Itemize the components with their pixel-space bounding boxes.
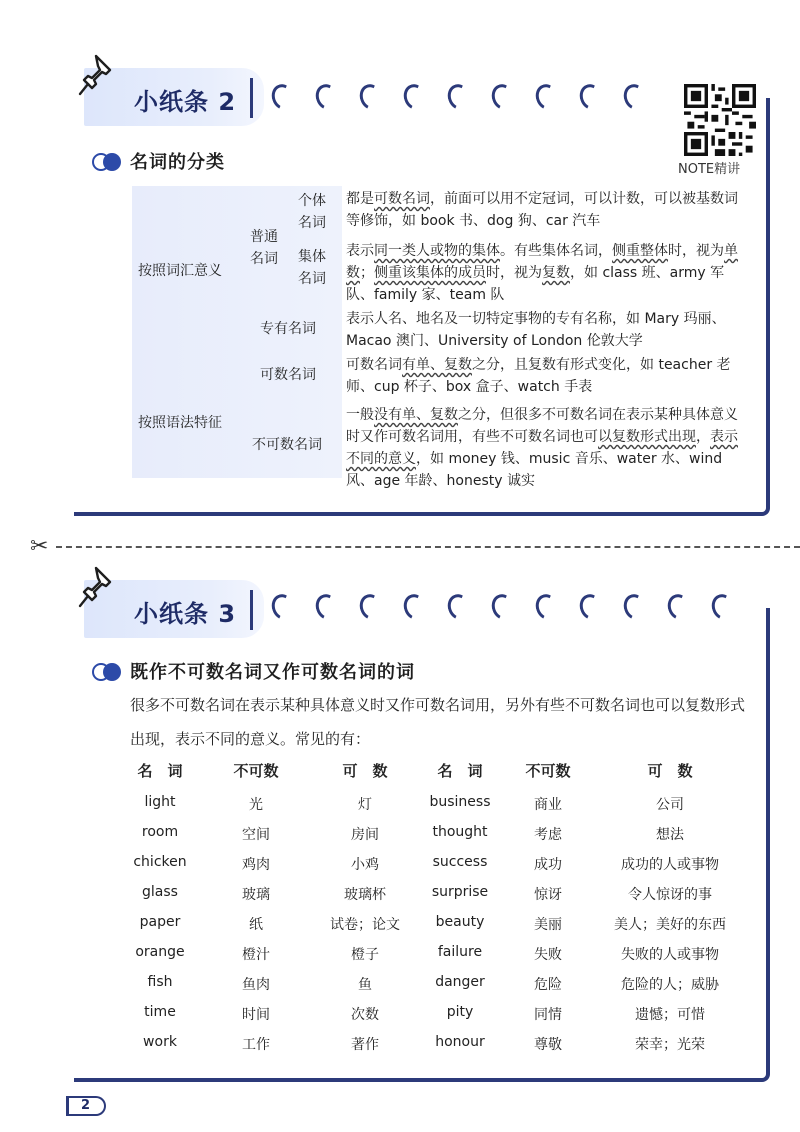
table-cell: 著作	[351, 1037, 379, 1053]
qr-caption: NOTE精讲	[678, 162, 741, 177]
table-cell: 纸	[249, 917, 263, 933]
desc-proper: 表示人名、地名及一切特定事物的专有名称，如 Mary 玛丽、Macao 澳门、University of London 伦敦大学	[346, 311, 726, 349]
pushpin-icon	[76, 50, 126, 100]
note-title-2: 小纸条 2	[134, 88, 237, 116]
ring-icon	[444, 81, 474, 113]
table-cell: failure	[437, 944, 483, 960]
desc-uncountable: 一般没有单、复数之分，但很多不可数名词在表示某种具体意义时又作可数名词用，有些不可数名词也可以复数形式出现，表示不同的意义，如 money 钱、music 音乐、water 水、wind 风、age 年龄、honesty 诚实	[346, 407, 738, 489]
table-cell: 试卷；论文	[330, 917, 400, 933]
table-cell: 尊敬	[534, 1037, 562, 1053]
ring-icon	[356, 591, 386, 623]
category-grammatical: 按照语法特征	[138, 415, 222, 431]
ring-icon	[488, 591, 518, 623]
table-cell: 橙汁	[242, 947, 270, 963]
table-cell: 遗憾；可惜	[635, 1007, 705, 1023]
table-cell: 失败	[534, 947, 562, 963]
table-cell: fish	[147, 974, 173, 990]
table-cell: thought	[432, 824, 488, 840]
table-cell: 光	[249, 797, 263, 813]
intro-paragraph: 很多不可数名词在表示某种具体意义时又作可数名词用，另外有些不可数名词也可以复数形式出现，表示不同的意义。常见的有：	[130, 696, 746, 748]
tab-divider	[250, 590, 253, 630]
table-header: 不可数	[233, 762, 279, 780]
table-header: 名 词	[137, 762, 183, 780]
binder-rings	[272, 594, 772, 624]
ring-icon	[268, 81, 298, 113]
table-cell: room	[141, 824, 179, 840]
table-cell: surprise	[431, 884, 489, 900]
category-individual: 个体 名词	[298, 193, 326, 231]
ring-icon	[400, 591, 430, 623]
table-header: 可 数	[342, 762, 388, 780]
ring-icon	[444, 591, 474, 623]
table-cell: 荣幸；光荣	[635, 1037, 705, 1053]
desc-countable: 可数名词有单、复数之分，且复数有形式变化，如 teacher 老师、cup 杯子、box 盒子、watch 手表	[346, 357, 731, 395]
category-collective: 集体 名词	[298, 249, 326, 287]
category-uncountable: 不可数名词	[252, 437, 322, 453]
qr-code-icon[interactable]	[684, 84, 756, 156]
table-cell: 小鸡	[351, 857, 379, 873]
table-cell: pity	[446, 1004, 474, 1020]
ring-icon	[532, 81, 562, 113]
table-cell: 玻璃杯	[344, 887, 386, 903]
table-cell: 令人惊讶的事	[628, 887, 712, 903]
note-title-3: 小纸条 3	[134, 600, 237, 628]
ring-icon	[620, 81, 650, 113]
table-cell: 危险的人；威胁	[621, 977, 719, 993]
tab-divider	[250, 78, 253, 118]
table-cell: 商业	[534, 797, 562, 813]
ring-icon	[488, 81, 518, 113]
table-cell: 次数	[351, 1007, 379, 1023]
category-proper: 专有名词	[260, 321, 316, 337]
table-cell: business	[429, 794, 491, 810]
section-heading-dual-nouns: 既作不可数名词又作可数名词的词	[92, 658, 415, 684]
table-cell: 美人；美好的东西	[614, 917, 726, 933]
category-countable: 可数名词	[260, 367, 316, 383]
table-cell: time	[144, 1004, 176, 1020]
table-cell: 鱼肉	[242, 977, 270, 993]
table-cell: honour	[435, 1034, 485, 1050]
desc-collective: 表示同一类人或物的集体。有些集体名词，侧重整体时，视为单数；侧重该集体的成员时，视为复数，如 class 班、army 军队、family 家、team 队	[346, 243, 738, 303]
table-cell: 时间	[242, 1007, 270, 1023]
scissors-icon: ✂	[30, 534, 49, 559]
table-cell: 鸡肉	[242, 857, 270, 873]
ring-icon	[356, 81, 386, 113]
bullet-dots-icon	[92, 153, 124, 171]
table-cell: 公司	[656, 797, 684, 813]
table-cell: 工作	[242, 1037, 270, 1053]
table-cell: danger	[435, 974, 485, 990]
table-cell: chicken	[133, 854, 187, 870]
table-cell: 灯	[358, 797, 372, 813]
ring-icon	[400, 81, 430, 113]
pushpin-icon	[76, 562, 126, 612]
ring-icon	[532, 591, 562, 623]
table-cell: 橙子	[351, 947, 379, 963]
table-cell: light	[144, 794, 176, 810]
table-header: 不可数	[525, 762, 571, 780]
ring-icon	[312, 81, 342, 113]
ring-icon	[664, 591, 694, 623]
table-cell: 空间	[242, 827, 270, 843]
cut-line	[56, 546, 800, 548]
table-cell: 成功的人或事物	[621, 857, 719, 873]
table-cell: 想法	[656, 827, 684, 843]
ring-icon	[312, 591, 342, 623]
table-cell: success	[432, 854, 488, 870]
table-cell: 失败的人或事物	[621, 947, 719, 963]
table-cell: paper	[139, 914, 181, 930]
table-cell: 危险	[534, 977, 562, 993]
table-cell: 房间	[351, 827, 379, 843]
table-cell: beauty	[435, 914, 485, 930]
category-common: 普通 名词	[250, 229, 278, 267]
table-header: 可 数	[647, 762, 693, 780]
ring-icon	[708, 591, 738, 623]
category-lexical: 按照词汇意义	[138, 263, 222, 279]
table-cell: 惊讶	[534, 887, 562, 903]
page-number: 2	[66, 1096, 106, 1116]
bullet-dots-icon	[92, 663, 124, 681]
table-cell: glass	[142, 884, 178, 900]
ring-icon	[268, 591, 298, 623]
table-cell: 玻璃	[242, 887, 270, 903]
ring-icon	[620, 591, 650, 623]
table-cell: 同情	[534, 1007, 562, 1023]
desc-individual: 都是可数名词，前面可以用不定冠词，可以计数，可以被基数词等修饰，如 book 书、dog 狗、car 汽车	[346, 191, 738, 229]
table-header: 名 词	[437, 762, 483, 780]
table-cell: orange	[135, 944, 185, 960]
ring-icon	[576, 591, 606, 623]
table-cell: 成功	[534, 857, 562, 873]
section-heading-noun-classification: 名词的分类	[92, 148, 225, 174]
ring-icon	[576, 81, 606, 113]
table-cell: 鱼	[358, 977, 372, 993]
table-cell: work	[143, 1034, 177, 1050]
table-cell: 考虑	[534, 827, 562, 843]
table-cell: 美丽	[534, 917, 562, 933]
